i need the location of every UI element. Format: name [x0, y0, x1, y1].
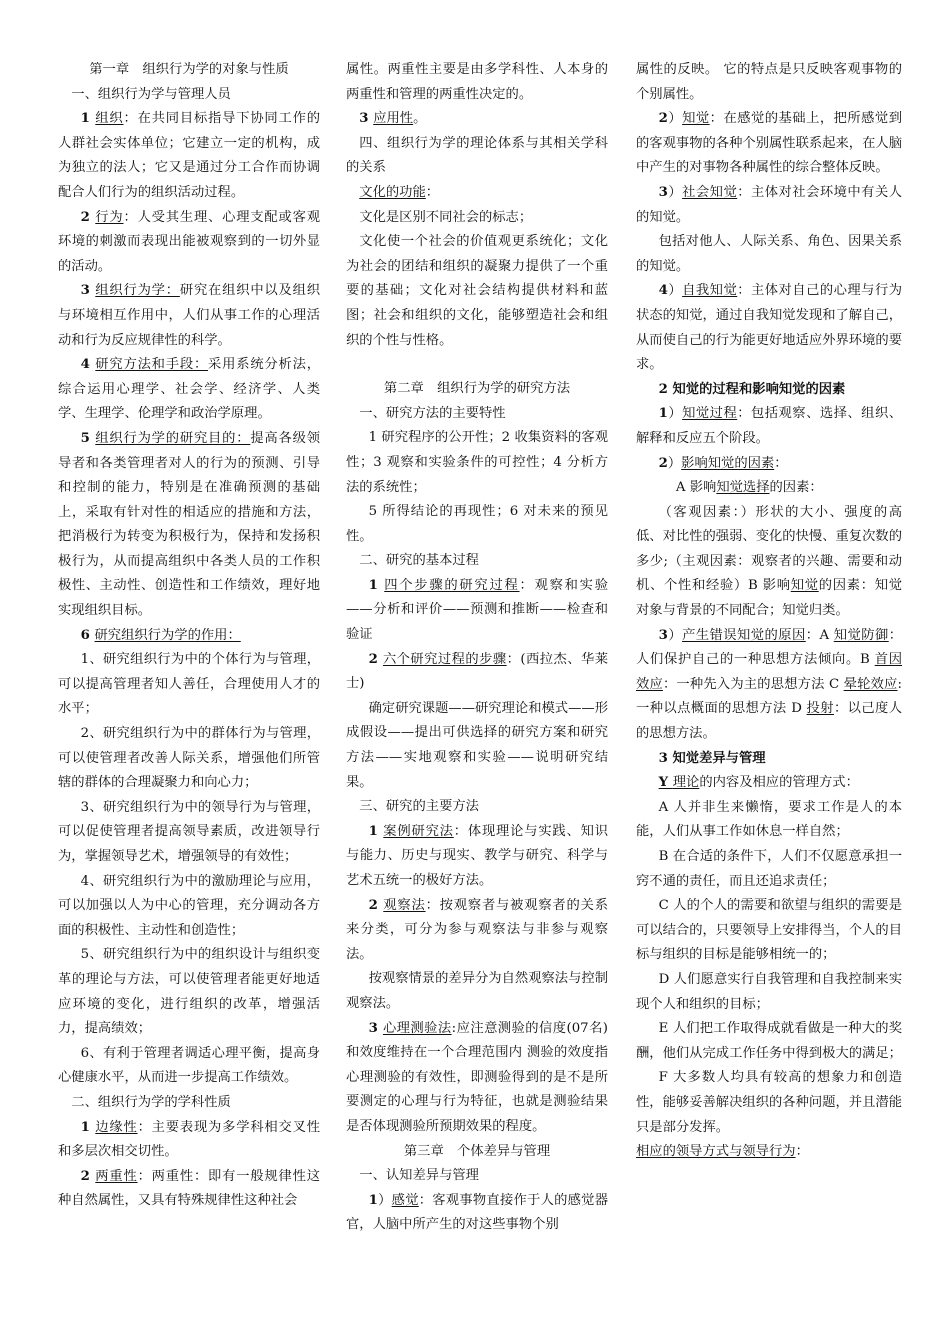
paragraph-2-10: 5 所得结论的再现性；6 对未来的预见性。 — [346, 504, 608, 544]
paragraph-1-10: 2、研究组织行为中的群体行为与管理，可以使管理者改善人际关系，增强他们所管辖的群体的合理凝聚力和向心力； — [58, 726, 320, 791]
paragraph-2-12: 1 四个步骤的研究过程：观察和实验——分析和评价——预测和推断——检查和验证 — [346, 577, 609, 643]
paragraph-1-11: 3、研究组织行为中的领导行为与管理，可以促使管理者提高领导素质，改进领导行为，掌握领导艺术，增强领导的有效性； — [58, 799, 320, 864]
paragraph-1-1: 第一章 组织行为学的对象与性质 — [89, 62, 289, 77]
paragraph-3-9: A 影响知觉选择的因素： — [675, 480, 823, 496]
paragraph-3-6: 2 知觉的过程和影响知觉的因素 — [658, 381, 846, 397]
paragraph-2-8: 一、研究方法的主要特性 — [359, 405, 506, 421]
paragraph-2-3: 四、组织行为学的理论体系与其相关学科的关系 — [346, 135, 608, 176]
paragraph-3-16: C 人的个人的需要和欲望与组织的需要是可以结合的，只要领导上安排得当，个人的目标与组织的目标是能够相统一的； — [636, 898, 902, 963]
paragraph-2-17: 2 观察法：按观察者与被观察者的关系来分类，可分为参与观察法与非参与观察法。 — [346, 897, 608, 962]
paragraph-1-14: 6、有利于管理者调适心理平衡，提高身心健康水平，从而进一步提高工作绩效。 — [58, 1045, 320, 1086]
paragraph-3-4: 包括对他人、人际关系、角色、因果关系的知觉。 — [636, 234, 902, 274]
paragraph-1-8: 6 研究组织行为学的作用： — [80, 627, 241, 643]
paragraph-2-11: 二、研究的基本过程 — [359, 553, 479, 569]
paragraph-2-2: 3 应用性。 — [359, 111, 427, 127]
paragraph-2-18: 按观察情景的差异分为自然观察法与控制观察法。 — [346, 971, 608, 1011]
paragraph-3-12: 3 知觉差异与管理 — [658, 750, 766, 766]
paragraph-2-20: 第三章 个体差异与管理 — [403, 1143, 551, 1159]
paragraph-2-19: 3 心理测验法:应注意测验的信度(07名)和效度维持在一个合理范围内 测验的效度指心理测验的有效性，即测验得到的是不是所要测定的心理与行为特征，也就是测验结果是否体现测验所预期效果的程度。 — [346, 1020, 608, 1134]
paragraph-3-13: Y 理论的内容及相应的管理方式： — [658, 775, 859, 791]
paragraph-3-17: D 人们愿意实行自我管理和自我控制来实现个人和组织的目标； — [636, 971, 902, 1012]
paragraph-2-9: 1 研究程序的公开性；2 收集资料的客观性；3 观察和实验条件的可控性；4 分析方法的系统性； — [346, 430, 608, 495]
paragraph-1-12: 4、研究组织行为中的激励理论与应用，可以加强以人为中心的管理，充分调动各方面的积极性、主动性和创造性； — [58, 873, 320, 938]
paragraph-1-17: 2 两重性：两重性：即有一般规律性这种自然属性，又具有特殊规律性这种社会 — [58, 1168, 320, 1209]
paragraph-3-20: 相应的领导方式与领导行为： — [636, 1144, 809, 1160]
paragraph-3-5: 4）自我知觉：主体对自己的心理与行为状态的知觉，通过自我知觉发现和了解自己，从而使自己的行为能更好地适应外界环境的要求。 — [636, 283, 903, 373]
paragraph-3-7: 1）知觉过程：包括观察、选择、组织、解释和反应五个阶段。 — [636, 406, 903, 446]
paragraph-3-14: A 人并非生来懒惰，要求工作是人的本能，人们从事工作如休息一样自然； — [636, 799, 902, 840]
paragraph-2-6: 文化使一个社会的价值观更系统化；文化为社会的团结和组织的凝聚力提供了一个重要的基础；文化对社会结构提供材料和蓝图；社会和组织的文化，能够塑造社会和组织的个性与性格。 — [346, 234, 608, 348]
paragraph-1-7: 5 组织行为学的研究目的：提高各级领导者和各类管理者对人的行为的预测、引导和控制的能力，特别是在准确预测的基础上，采取有针对性的相适应的措施和方法，把消极行为转变为积极行为，保持和发扬积极行为，从而提高组织中各类人员的工作积极性、主动性、创造性和工作绩效，理好地实现组织目标。 — [58, 430, 320, 619]
paragraph-3-10: （客观因素：）形状的大小、强度的高低、对比性的强弱、变化的快慢、重复次数的多少;（主观因素：观察者的兴趣、需要和动机、个性和经验）B 影响知觉的因素：知觉对象与背景的不同配合；知觉归类。 — [636, 504, 902, 619]
paragraph-2-14: 确定研究课题——研究理论和模式——形成假设——提出可供选择的研究方案和研究方法——实地观察和实验——说明研究结果。 — [346, 700, 608, 790]
paragraph-2-1: 属性。两重性主要是由多学科性、人本身的两重性和管理的两重性决定的。 — [346, 62, 608, 102]
paragraph-3-15: B 在合适的条件下，人们不仅愿意承担一窍不通的责任，而且还追求责任； — [636, 849, 902, 889]
paragraph-2-5: 文化是区别不同社会的标志； — [359, 209, 533, 225]
paragraph-3-19: F 大多数人均具有较高的想象力和创造性，能够妥善解决组织的各种问题，并且潜能只是部分发挥。 — [636, 1070, 902, 1135]
paragraph-1-3: 1 组织：在共同目标指导下协同工作的人群社会实体单位；它建立一定的机构，成为独立的法人；它又是通过分工合作而协调配合人们行为的组织活动过程。 — [58, 111, 320, 200]
paragraph-2-22: 1）感觉：客观事物直接作于人的感觉器官，人脑中所产生的对这些事物个别 — [346, 1192, 609, 1233]
paragraph-3-8: 2）影响知觉的因素： — [658, 455, 788, 471]
column-2 — [346, 58, 608, 1238]
column-3 — [636, 58, 902, 1165]
paragraph-1-5: 3 组织行为学：研究在组织中以及组织与环境相互作用中，人们从事工作的心理活动和行为反应规律性的科学。 — [58, 283, 320, 348]
paragraph-2-16: 1 案例研究法：体现理论与实践、知识与能力、历史与现实、教学与研究、科学与艺术五统一的极好方法。 — [346, 823, 608, 888]
paragraph-3-1: 属性的反映。 它的特点是只反映客观事物的个别属性。 — [636, 62, 902, 102]
column-1 — [58, 58, 320, 1214]
paragraph-2-4: 文化的功能： — [359, 184, 440, 200]
paragraph-3-11: 3）产生错误知觉的原因：A 知觉防御：人们保护自己的一种思想方法倾向。B 首因效应：一种先入为主的思想方法 C 晕轮效应:一种以点概面的思想方法 D 投射：以己度人的思想方法。 — [636, 627, 903, 742]
paragraph-2-21: 一、认知差异与管理 — [359, 1168, 479, 1184]
paragraph-3-2: 2）知觉：在感觉的基础上，把所感觉到的客观事物的各种个别属性联系起来，在人脑中产生的对事物各种属性的综合整体反映。 — [636, 111, 903, 176]
paragraph-2-15: 三、研究的主要方法 — [359, 799, 479, 815]
paragraph-2-13: 2 六个研究过程的步骤：(西拉杰、华莱士) — [346, 651, 609, 692]
paragraph-2-7: 第二章 组织行为学的研究方法 — [383, 381, 571, 397]
paragraph-3-3: 3）社会知觉：主体对社会环境中有关人的知觉。 — [636, 184, 903, 225]
paragraph-1-6: 4 研究方法和手段：采用系统分析法，综合运用心理学、社会学、经济学、人类学、生理学、伦理学和政治学原理。 — [58, 357, 320, 422]
paragraph-1-4: 2 行为：人受其生理、心理支配或客观环境的刺激而表现出能被观察到的一切外显的活动。 — [58, 209, 320, 274]
paragraph-3-18: E 人们把工作取得成就看做是一种大的奖酬，他们从完成工作任务中得到极大的满足； — [636, 1021, 902, 1061]
paragraph-1-2: 一、组织行为学与管理人员 — [71, 86, 231, 102]
paragraph-1-9: 1、研究组织行为中的个体行为与管理，可以提高管理者知人善任，合理使用人才的水平； — [58, 652, 320, 717]
paragraph-1-16: 1 边缘性：主要表现为多学科相交叉性和多层次相交切性。 — [58, 1119, 320, 1160]
spacer — [346, 353, 608, 377]
paragraph-1-15: 二、组织行为学的学科性质 — [71, 1094, 231, 1110]
paragraph-1-13: 5、研究组织行为中的组织设计与组织变革的理论与方法，可以使管理者能更好地适应环境的变化，进行组织的改革，增强活力，提高绩效； — [58, 947, 320, 1037]
